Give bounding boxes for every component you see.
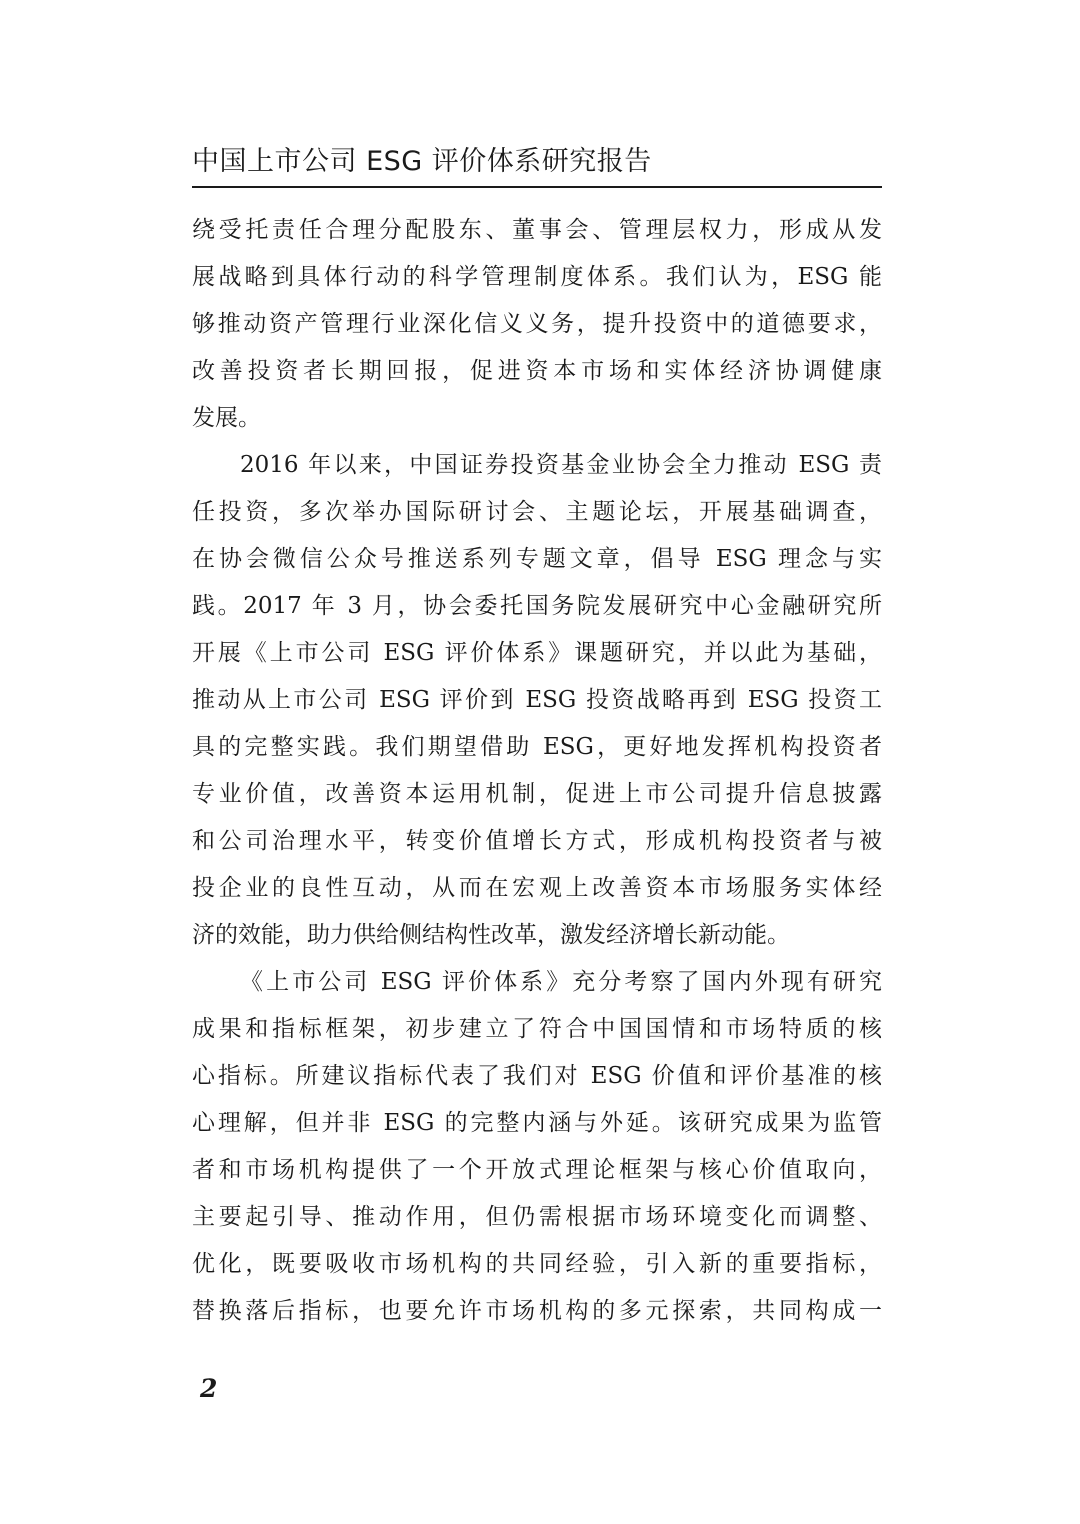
text-line: 具的完整实践。我们期望借助 ESG，更好地发挥机构投资者 bbox=[192, 734, 882, 760]
text-line: 心理解，但并非 ESG 的完整内涵与外延。该研究成果为监管 bbox=[192, 1110, 882, 1136]
text-line: 践。2017 年 3 月，协会委托国务院发展研究中心金融研究所 bbox=[192, 593, 882, 619]
text-line: 够推动资产管理行业深化信义义务，提升投资中的道德要求， bbox=[192, 311, 882, 337]
text-line: 开展《上市公司 ESG 评价体系》课题研究，并以此为基础， bbox=[192, 640, 882, 666]
running-header bbox=[192, 140, 882, 188]
text-line: 任投资，多次举办国际研讨会、主题论坛，开展基础调查， bbox=[192, 499, 882, 525]
text-line: 者和市场机构提供了一个开放式理论框架与核心价值取向， bbox=[192, 1157, 882, 1183]
text-line: 展战略到具体行动的科学管理制度体系。我们认为，ESG 能 bbox=[192, 264, 882, 290]
text-line: 心指标。所建议指标代表了我们对 ESG 价值和评价基准的核 bbox=[192, 1063, 882, 1089]
text-line: 发展。 bbox=[192, 405, 261, 431]
text-line: 优化，既要吸收市场机构的共同经验，引入新的重要指标， bbox=[192, 1251, 882, 1277]
text-line: 济的效能，助力供给侧结构性改革，激发经济增长新动能。 bbox=[192, 922, 790, 948]
text-line: 和公司治理水平，转变价值增长方式，形成机构投资者与被 bbox=[192, 828, 882, 854]
text-line: 成果和指标框架，初步建立了符合中国国情和市场特质的核 bbox=[192, 1016, 882, 1042]
running-header-title: 中国上市公司 ESG 评价体系研究报告 bbox=[192, 146, 652, 177]
text-line: 专业价值，改善资本运用机制，促进上市公司提升信息披露 bbox=[192, 781, 882, 807]
text-line: 《上市公司 ESG 评价体系》充分考察了国内外现有研究 bbox=[240, 969, 882, 995]
text-line: 改善投资者长期回报，促进资本市场和实体经济协调健康 bbox=[192, 358, 882, 384]
page-number: 2 bbox=[200, 1374, 218, 1403]
text-line: 投企业的良性互动，从而在宏观上改善资本市场服务实体经 bbox=[192, 875, 882, 901]
text-line: 绕受托责任合理分配股东、董事会、管理层权力，形成从发 bbox=[192, 217, 882, 243]
text-line: 主要起引导、推动作用，但仍需根据市场环境变化而调整、 bbox=[192, 1204, 882, 1230]
text-line: 推动从上市公司 ESG 评价到 ESG 投资战略再到 ESG 投资工 bbox=[192, 687, 882, 713]
text-line: 2016 年以来，中国证券投资基金业协会全力推动 ESG 责 bbox=[240, 452, 882, 478]
text-line: 替换落后指标，也要允许市场机构的多元探索，共同构成一 bbox=[192, 1298, 882, 1324]
text-line: 在协会微信公众号推送系列专题文章，倡导 ESG 理念与实 bbox=[192, 546, 882, 572]
